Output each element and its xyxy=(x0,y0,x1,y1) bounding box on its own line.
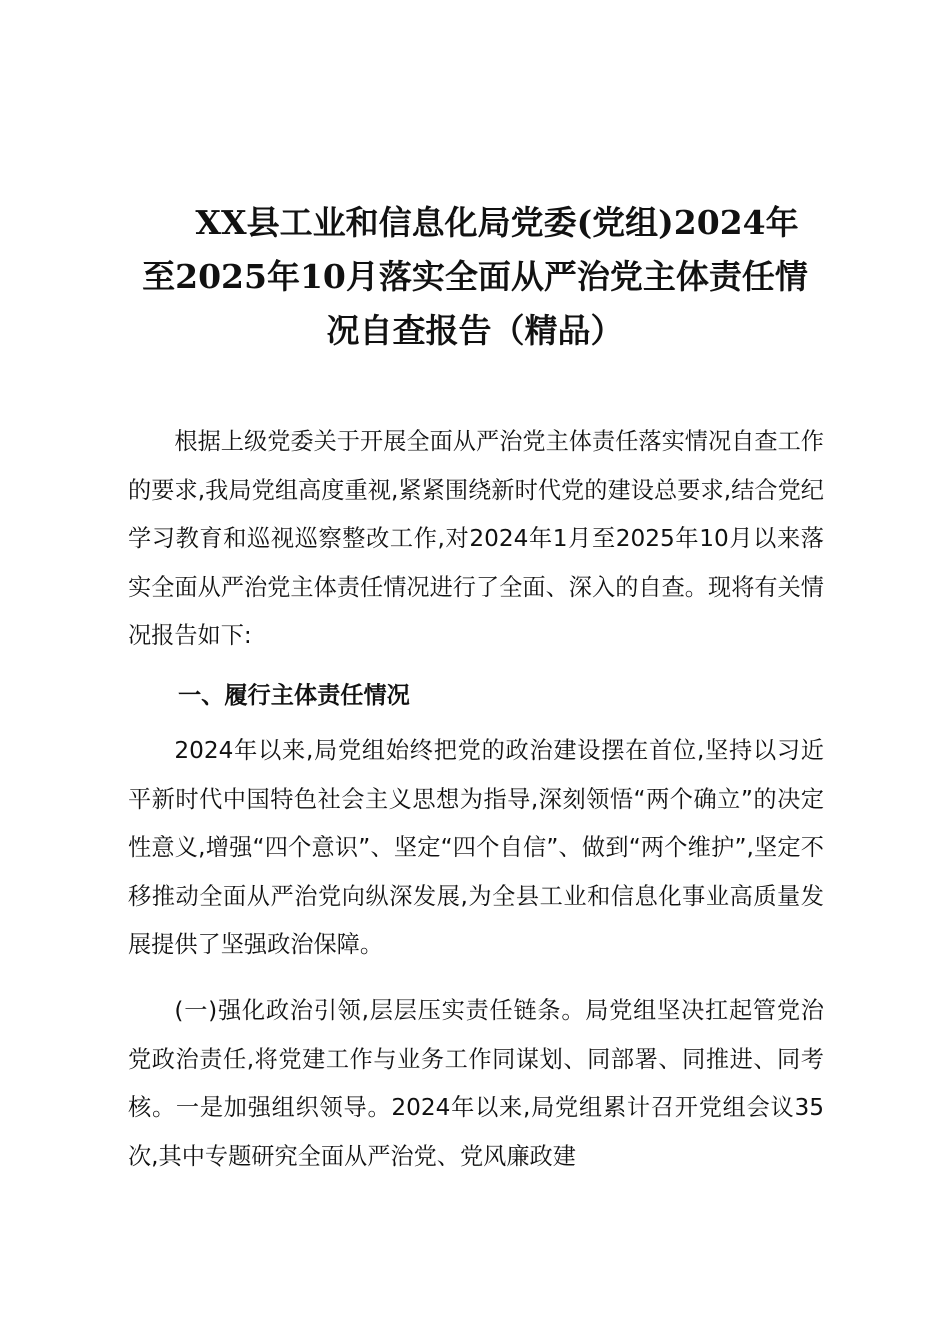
title-line-1: XX县工业和信息化局党委(党组)2024年 xyxy=(195,203,799,242)
document-title xyxy=(118,196,832,358)
subsection-1-paragraph: (一)强化政治引领,层层压实责任链条。局党组坚决扛起管党治党政治责任,将党建工作与业务工作同谋划、同部署、同推进、同考核。一是加强组织领导。2024年以来,局党组累计召开党组会议35次,其中专题研究全面从严治党、党风廉政建 xyxy=(128,997,824,1170)
intro-paragraph: 根据上级党委关于开展全面从严治党主体责任落实情况自查工作的要求,我局党组高度重视,紧紧围绕新时代党的建设总要求,结合党纪学习教育和巡视巡察整改工作,对2024年1月至2025年10月以来落实全面从严治党主体责任情况进行了全面、深入的自查。现将有关情况报告如下: xyxy=(128,428,824,649)
title-line-3: 况自查报告（精品） xyxy=(326,311,624,350)
section-heading-1: 一、履行主体责任情况 xyxy=(178,682,410,709)
section-1-paragraph: 2024年以来,局党组始终把党的政治建设摆在首位,坚持以习近平新时代中国特色社会主义思想为指导,深刻领悟“两个确立”的决定性意义,增强“四个意识”、坚定“四个自信”、做到“两个维护”,坚定不移推动全面从严治党向纵深发展,为全县工业和信息化事业高质量发展提供了坚强政治保障。 xyxy=(128,737,824,958)
title-line-2: 至2025年10月落实全面从严治党主体责任情 xyxy=(142,257,808,296)
